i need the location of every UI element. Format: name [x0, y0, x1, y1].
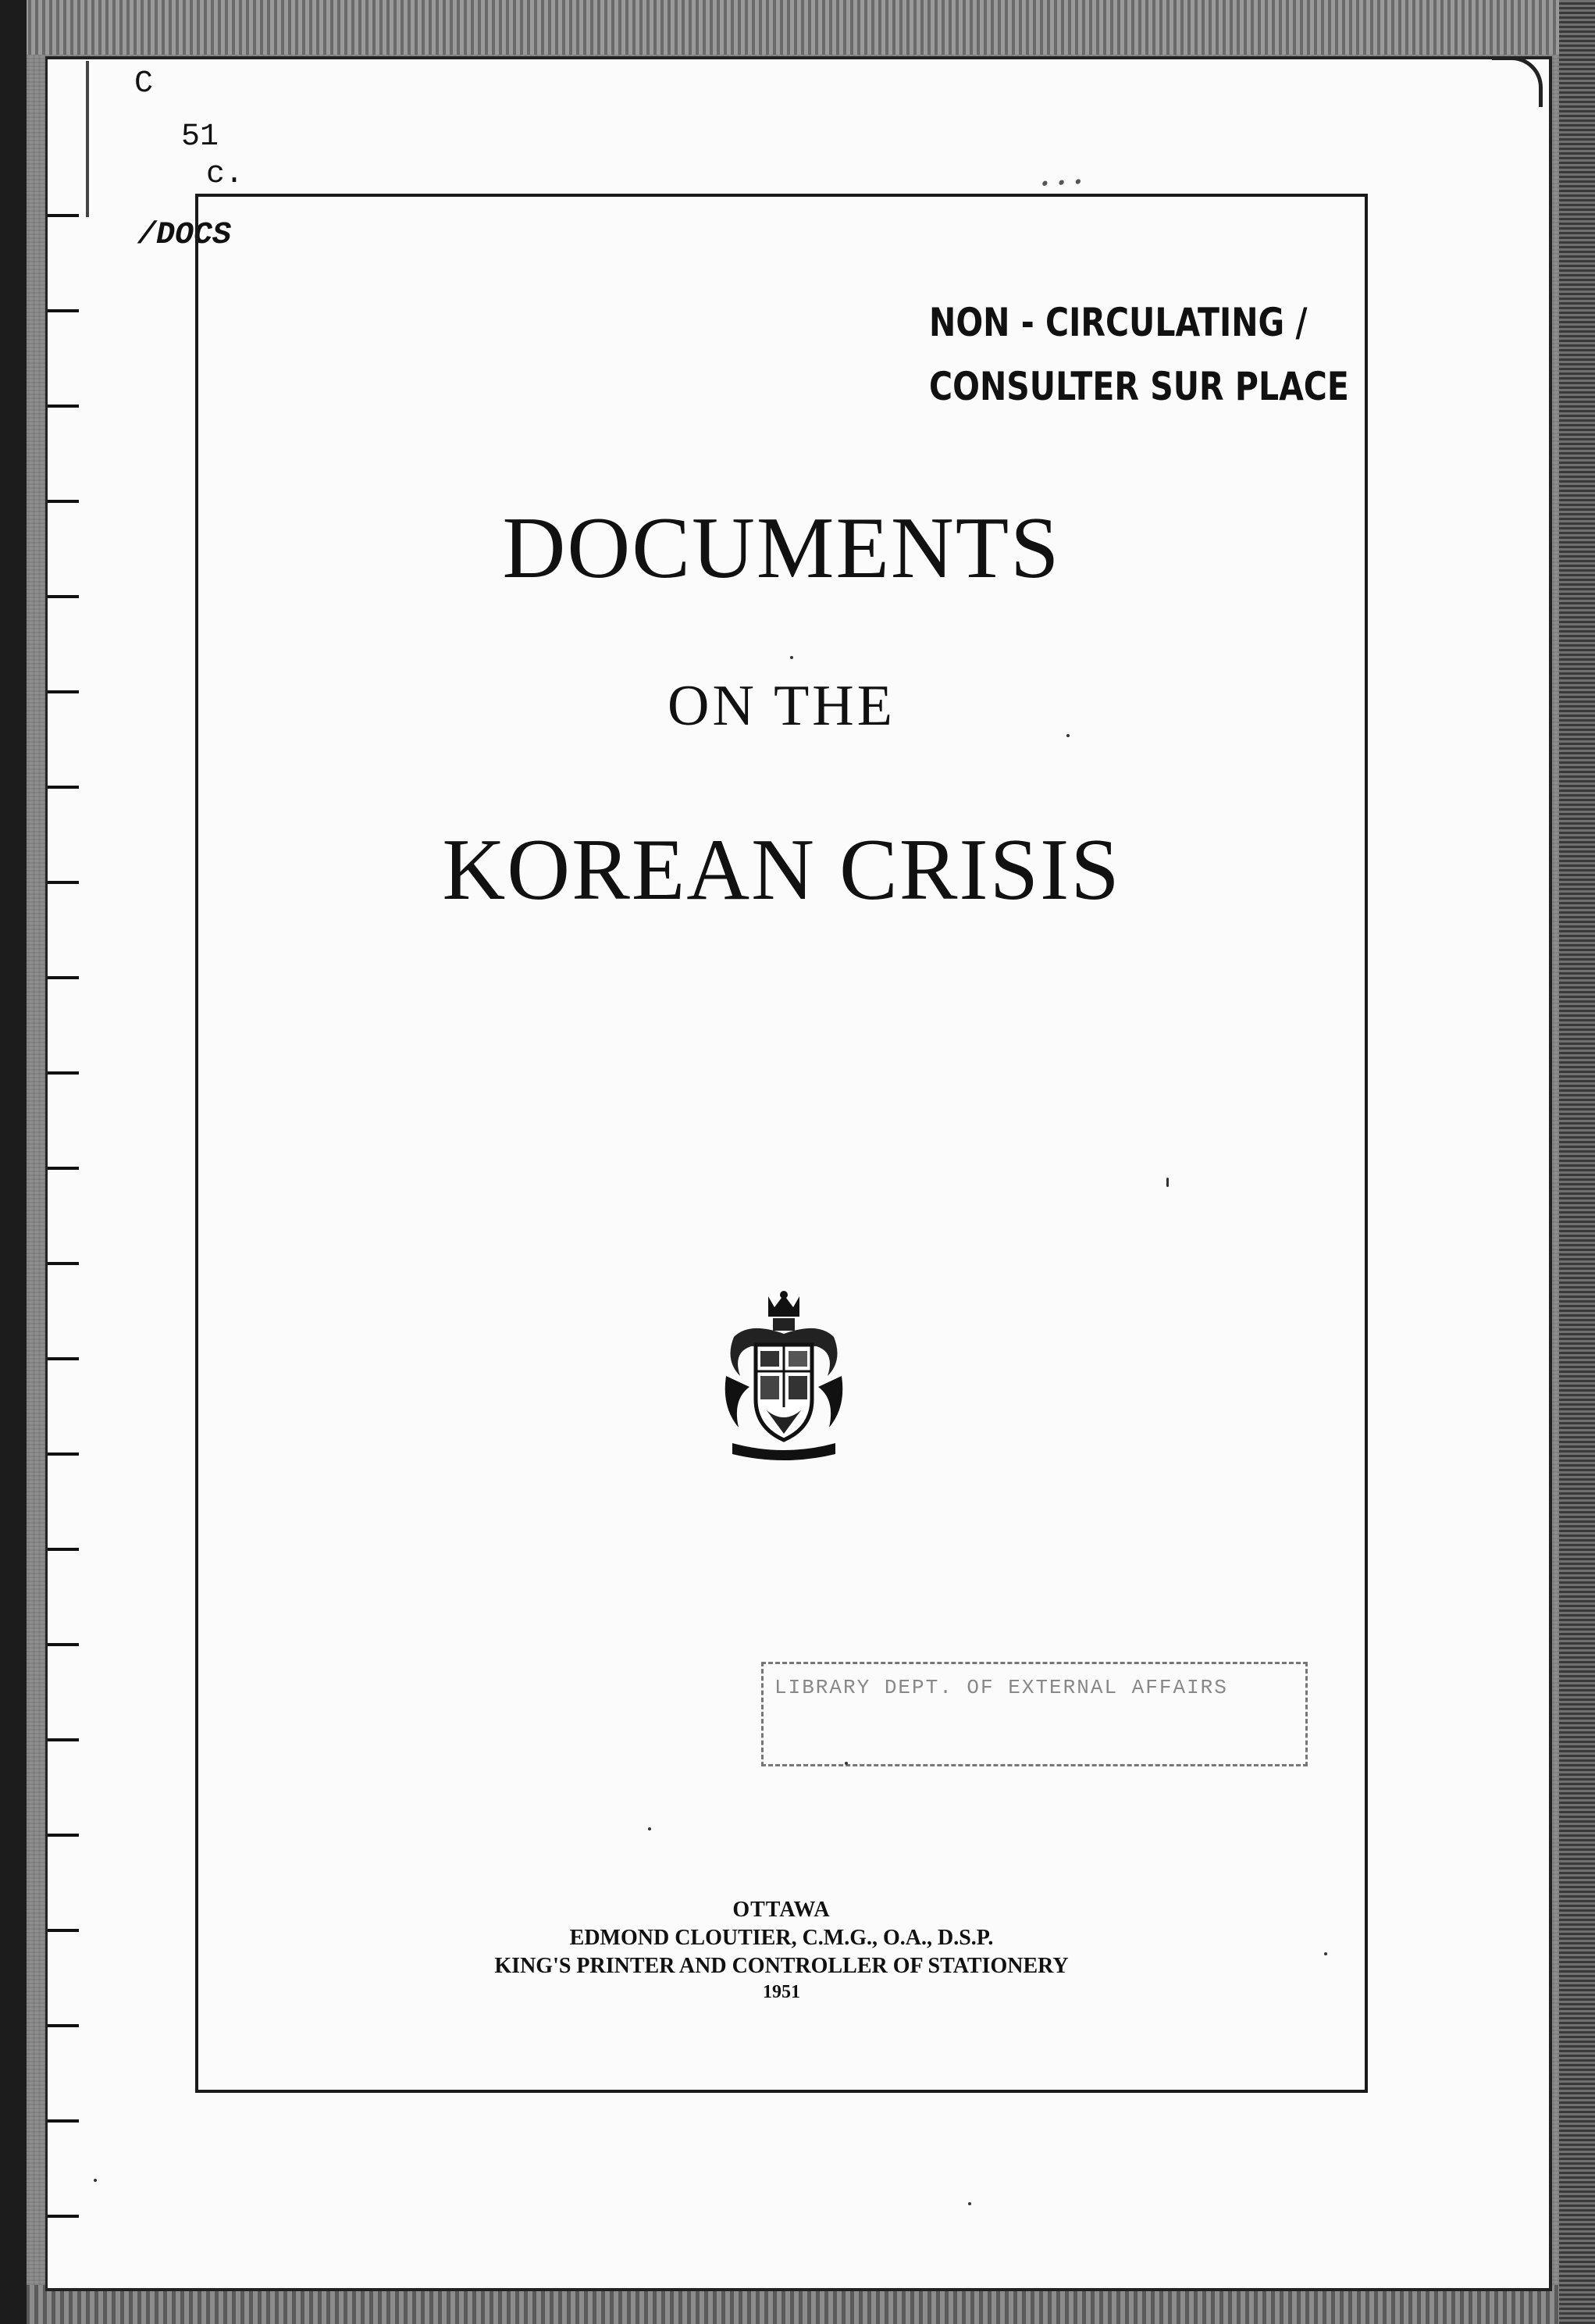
scan-left-edge: [0, 0, 27, 2324]
call-number-line-2: 51: [181, 119, 219, 155]
imprint-printer: EDMOND CLOUTIER, C.M.G., O.A., D.S.P.: [569, 1926, 994, 1950]
scan-top-edge: [0, 0, 1595, 55]
scan-speck: [1324, 1952, 1327, 1955]
scan-speck: [968, 2202, 971, 2205]
library-stamp: [761, 1662, 1308, 1766]
non-circulating-stamp: [929, 290, 1349, 419]
scan-speck: [94, 2179, 97, 2182]
imprint-role: KING'S PRINTER AND CONTROLLER OF STATIONERY: [494, 1954, 1069, 1978]
scan-speck: [790, 656, 793, 659]
title-line-2: ON THE: [668, 674, 895, 738]
scan-speck: [1166, 1178, 1169, 1187]
call-number-line-3: c.: [206, 157, 244, 192]
stamp-line-2: CONSULTER SUR PLACE: [929, 364, 1349, 409]
scan-speck: [1066, 734, 1070, 737]
title-line-3: KOREAN CRISIS: [442, 822, 1121, 918]
call-number-bracket: [86, 61, 89, 217]
stamp-line-1: NON - CIRCULATING /: [929, 300, 1308, 345]
cover-frame: [195, 194, 1368, 2093]
imprint-city: OTTAWA: [732, 1898, 831, 1922]
page-corner: [1492, 56, 1543, 107]
scan-speck: [648, 1827, 651, 1830]
scan-right-edge: [1559, 0, 1595, 2324]
coat-of-arms-icon: [718, 1290, 849, 1462]
call-number-line-1: C: [134, 66, 154, 102]
call-number-line-4: /DOCS: [137, 218, 232, 253]
title-line-1: DOCUMENTS: [502, 500, 1061, 597]
scan-speck: [845, 1762, 848, 1765]
library-stamp-line-1: LIBRARY DEPT. OF EXTERNAL AFFAIRS: [774, 1676, 1228, 1699]
binding-holes: [48, 122, 79, 2293]
handwritten-note: ...: [1037, 148, 1090, 195]
imprint-year: 1951: [763, 1982, 800, 2002]
